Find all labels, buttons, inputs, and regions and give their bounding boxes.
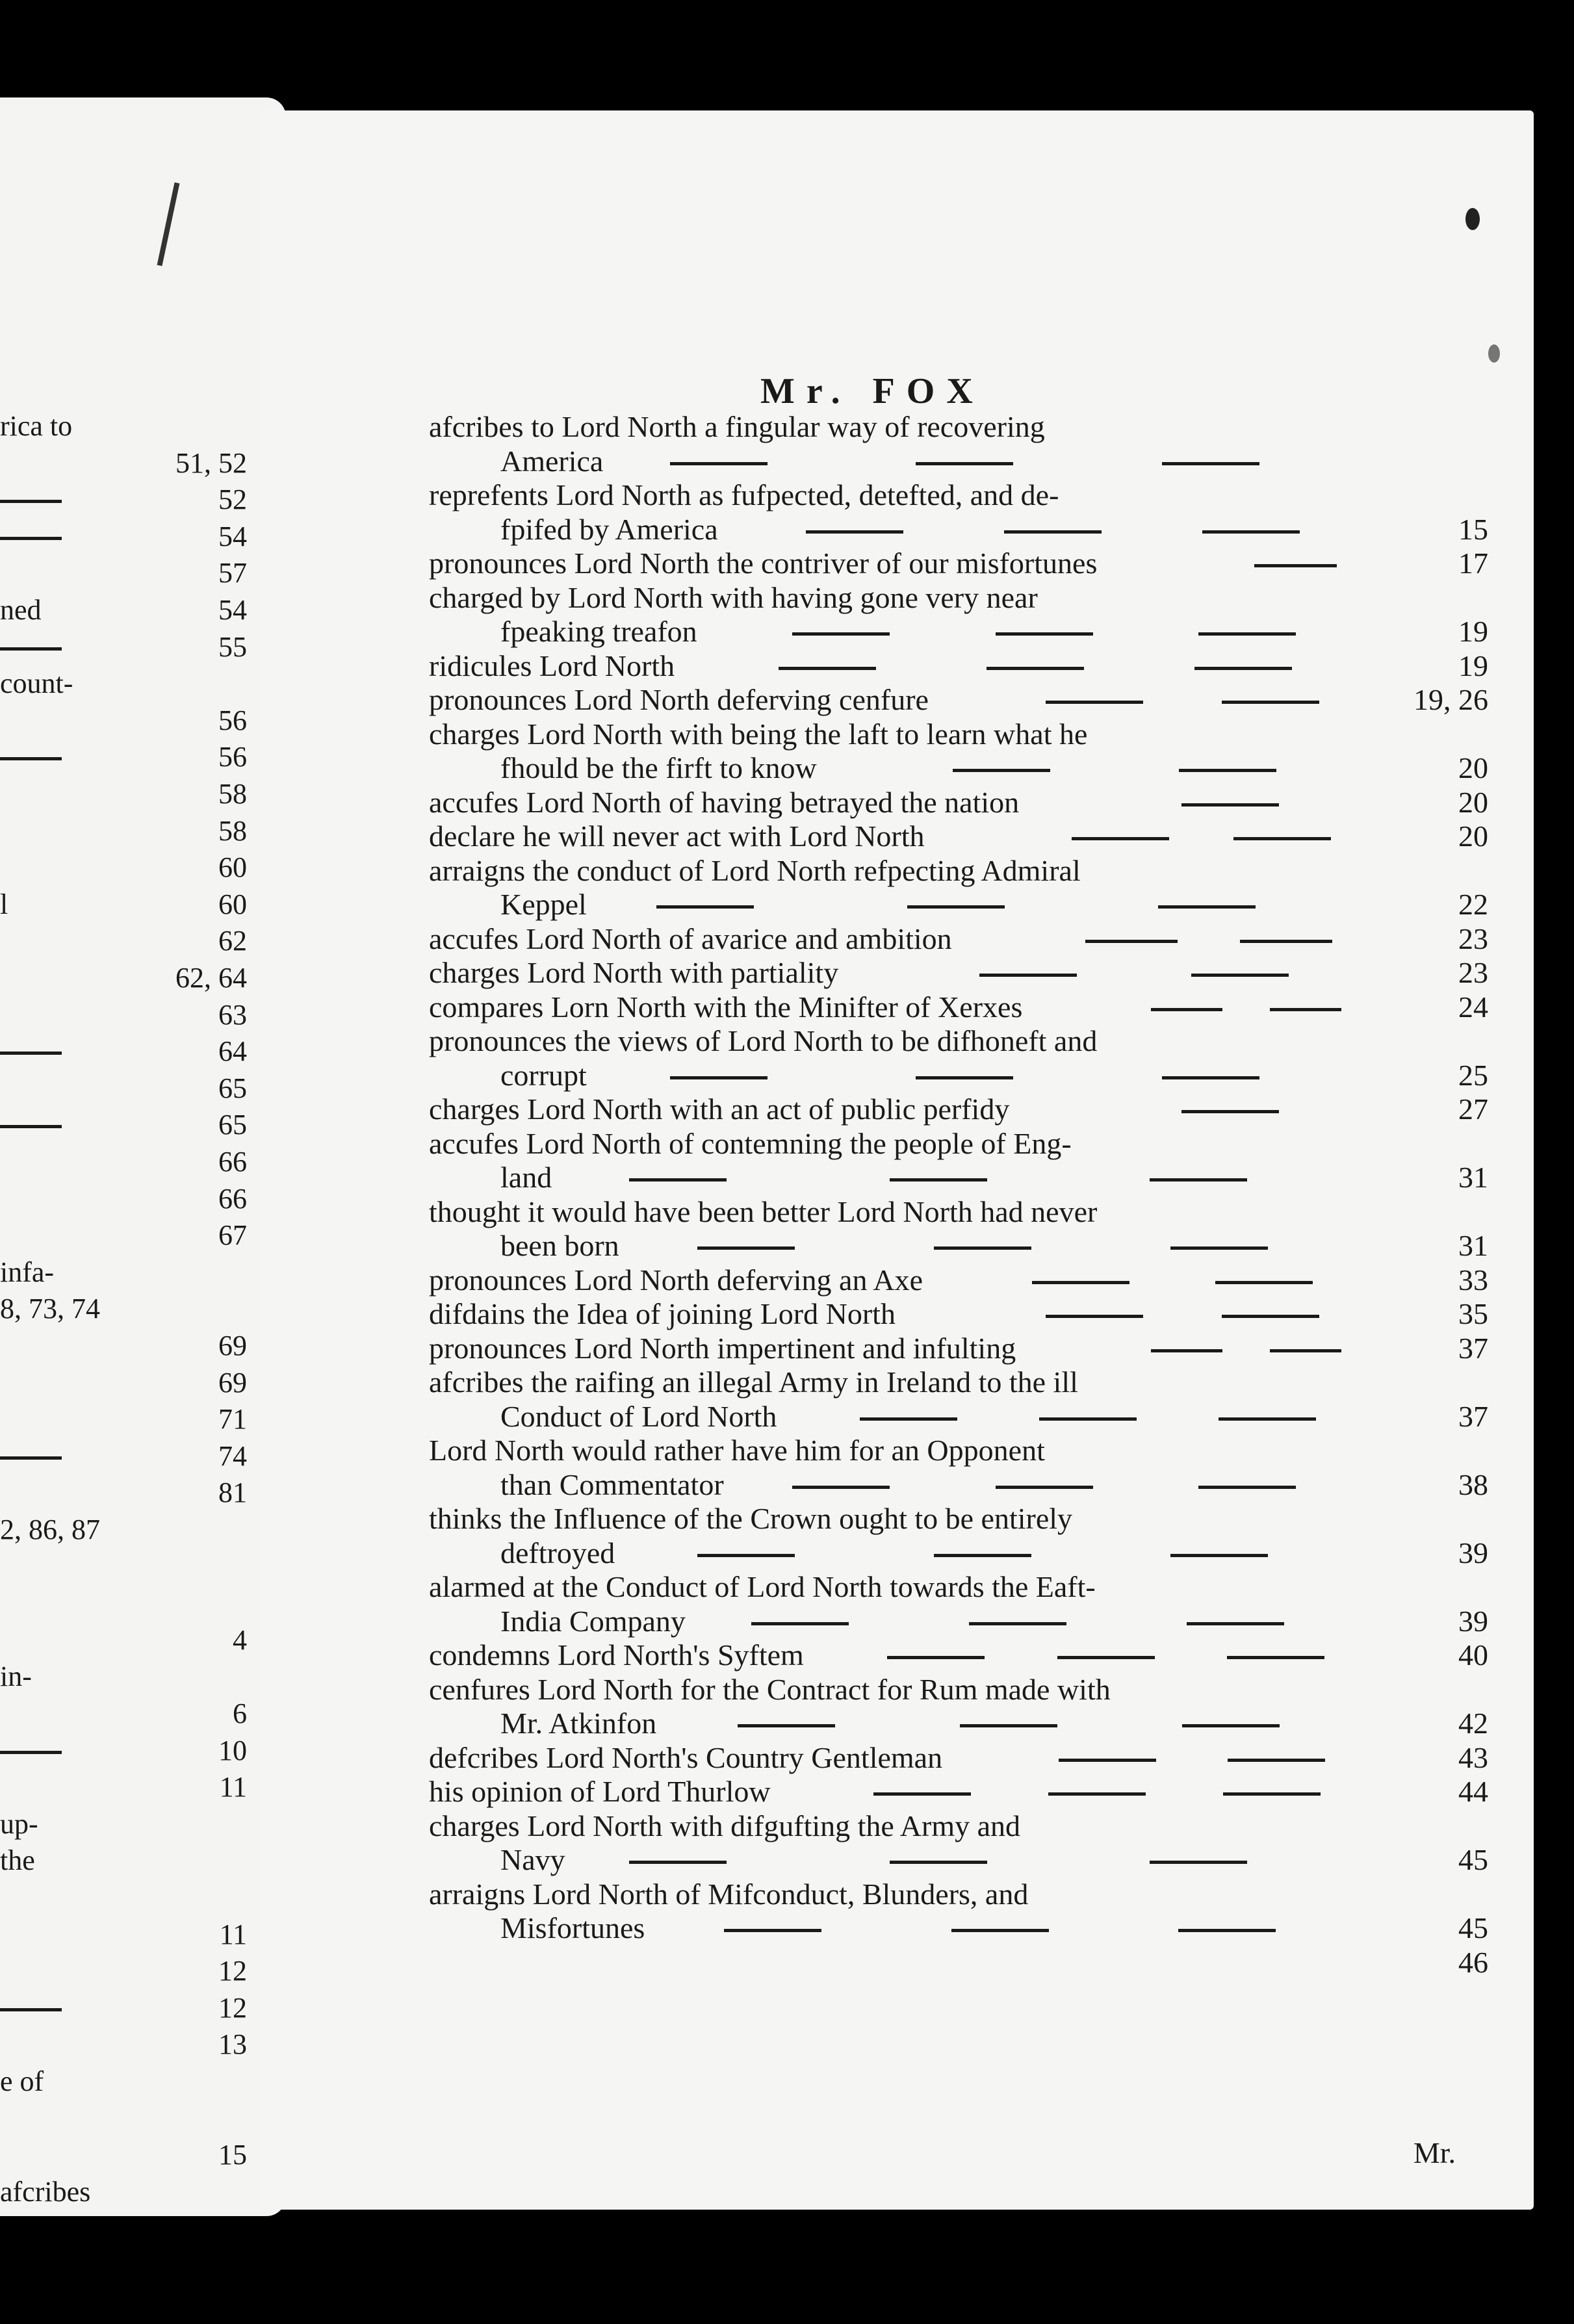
fragment-page-number: 55 (218, 630, 247, 663)
dash-rule (792, 632, 890, 636)
left-page-fragment (0, 1402, 286, 1441)
dash-rule (860, 1417, 957, 1421)
entry-page-number: 25 (1458, 1058, 1488, 1092)
fragment-page-number: 54 (218, 520, 247, 552)
left-page-fragment (0, 1844, 286, 1883)
index-entry (429, 955, 1488, 990)
left-page-fragment (0, 556, 286, 595)
dash-rule (960, 1724, 1057, 1727)
dash-rule (0, 1456, 62, 1460)
dash-rule (1150, 1178, 1247, 1181)
entry-text: reprefents Lord North as fufpected, detefted, and de- (429, 478, 1059, 511)
dash-rule (1228, 1759, 1325, 1762)
left-page-fragment (0, 1256, 286, 1295)
index-entry (429, 1297, 1488, 1331)
dash-rule (1178, 1929, 1276, 1932)
entry-page-number: 19 (1458, 649, 1488, 682)
left-page-fragment (0, 1623, 286, 1662)
fragment-page-number: 58 (218, 778, 247, 810)
fragment-text: ned (0, 594, 42, 626)
left-page-fragment (0, 1954, 286, 1993)
dash-rule (1223, 1792, 1321, 1796)
index-entry (429, 853, 1488, 922)
left-page-fragment (0, 1145, 286, 1184)
fragment-text: count- (0, 667, 73, 700)
entry-continuation: corrupt (500, 1058, 587, 1092)
index-entry (429, 1263, 1488, 1297)
entry-page-number: 20 (1458, 820, 1488, 853)
dash-rule (0, 757, 62, 760)
entry-page-number: 27 (1458, 1092, 1488, 1126)
entry-page-number: 19 (1458, 615, 1488, 648)
fragment-page-number: 69 (218, 1330, 247, 1362)
entry-text: alarmed at the Conduct of Lord North towards the Eaft- (429, 1570, 1096, 1603)
index-entry (429, 1740, 1488, 1775)
dash-rule (890, 1861, 987, 1864)
left-page-fragment (0, 2065, 286, 2104)
index-entry (429, 1433, 1488, 1501)
entry-text: charged by Lord North with having gone very near (429, 580, 1038, 614)
dash-rule (1219, 1417, 1316, 1421)
left-page-fragment (0, 777, 286, 816)
entry-text: compares Lorn North with the Minifter of Xerxes (429, 990, 1023, 1024)
left-page-fragment (0, 851, 286, 890)
fragment-page-number: 65 (218, 1072, 247, 1104)
dash-rule (951, 1929, 1049, 1932)
dash-rule (969, 1622, 1066, 1625)
entry-text: arraigns the conduct of Lord North refpecting Admiral (429, 853, 1081, 887)
index-entry (429, 1809, 1488, 1877)
entry-text: charges Lord North with partiality (429, 956, 839, 989)
index-entry (429, 1126, 1488, 1194)
dash-rule (1202, 530, 1300, 534)
entry-continuation: Keppel (500, 888, 587, 921)
dash-rule (1233, 837, 1330, 840)
dash-rule (1048, 1792, 1146, 1796)
dash-rule (1182, 1724, 1280, 1727)
dash-rule (934, 1554, 1031, 1557)
dash-rule (0, 500, 62, 503)
fragment-page-number: 57 (218, 557, 247, 589)
dash-rule (0, 647, 62, 651)
fragment-text: 8, 73, 74 (0, 1293, 100, 1325)
left-page-fragment (0, 667, 286, 706)
dash-rule (1270, 1349, 1341, 1352)
dash-rule (656, 905, 754, 909)
dash-rule (1227, 1656, 1324, 1659)
left-page-fragment (0, 520, 286, 559)
entry-page-number: 15 (1458, 512, 1488, 546)
dash-rule (1150, 1861, 1247, 1864)
dash-rule (1254, 564, 1337, 567)
index-entry (429, 1024, 1488, 1092)
index-entry (429, 1501, 1488, 1569)
left-page-fragment (0, 2102, 286, 2141)
entry-continuation: fhould be the firft to know (500, 751, 817, 784)
dash-rule (779, 667, 876, 670)
dash-rule (0, 537, 62, 540)
fragment-page-number: 12 (218, 1955, 247, 1987)
fragment-page-number: 71 (218, 1403, 247, 1436)
left-page-fragment (0, 593, 286, 632)
dash-rule (979, 974, 1077, 977)
left-page-fragment (0, 1182, 286, 1221)
entry-page-number: 39 (1458, 1604, 1488, 1638)
fragment-page-number: 62 (218, 925, 247, 957)
entry-page-number: 46 (1458, 1945, 1488, 1979)
entry-page-number: 35 (1458, 1297, 1488, 1330)
left-page-fragment (0, 924, 286, 963)
entry-page-number: 38 (1458, 1467, 1488, 1501)
left-page-fragment (0, 1440, 286, 1478)
entry-page-number: 31 (1458, 1161, 1488, 1194)
fragment-text: up- (0, 1807, 38, 1840)
ink-spot (1465, 208, 1480, 230)
fragment-text: the (0, 1844, 35, 1877)
index-entry (429, 1092, 1488, 1126)
entry-text: pronounces the views of Lord North to be difhoneft and (429, 1024, 1098, 1057)
entry-continuation: India Company (500, 1604, 686, 1638)
left-page-fragment (0, 483, 286, 522)
dash-rule (1162, 1076, 1259, 1079)
dash-rule (629, 1178, 727, 1181)
entry-page-number: 40 (1458, 1638, 1488, 1672)
fragment-page-number: 51, 52 (175, 446, 247, 479)
index-entry (429, 409, 1488, 478)
left-page-fragment (0, 1550, 286, 1589)
left-page-fragment (0, 704, 286, 743)
dash-rule (1046, 1315, 1143, 1318)
fragment-page-number: 74 (218, 1440, 247, 1472)
dash-rule (953, 769, 1050, 772)
fragment-page-number: 66 (218, 1182, 247, 1215)
entry-continuation: Conduct of Lord North (500, 1399, 777, 1433)
entry-page-number: 37 (1458, 1399, 1488, 1433)
left-page-fragment (0, 1292, 286, 1331)
fragment-text: rica to (0, 410, 73, 442)
page-header: Mr. FOX (760, 371, 985, 411)
entry-page-number: 39 (1458, 1536, 1488, 1569)
fragment-page-number: 4 (233, 1623, 247, 1656)
fragment-page-number: 11 (219, 1771, 247, 1803)
entry-text: accufes Lord North of having betrayed the nation (429, 785, 1020, 819)
index-entry (429, 785, 1488, 820)
entry-page-number: 17 (1458, 547, 1488, 580)
dash-rule (1222, 1315, 1319, 1318)
fragment-page-number: 11 (219, 1918, 247, 1950)
left-page-fragment (0, 2138, 286, 2177)
dash-rule (1222, 701, 1319, 704)
fragment-page-number: 62, 64 (175, 962, 247, 994)
index-entry (429, 1365, 1488, 1433)
left-page-fragment (0, 998, 286, 1037)
fragment-page-number: 64 (218, 1035, 247, 1068)
dash-rule (1059, 1759, 1156, 1762)
entry-continuation: fpeaking treafon (500, 615, 697, 648)
dash-rule (1046, 701, 1143, 704)
entry-page-number: 19, 26 (1413, 683, 1488, 716)
fragment-page-number: 52 (218, 484, 247, 516)
index-entry (429, 819, 1488, 853)
dash-rule (1072, 837, 1168, 840)
dash-rule (1162, 462, 1259, 465)
index-entry (429, 478, 1488, 546)
index-entry (429, 649, 1488, 683)
left-page-fragment (0, 1586, 286, 1625)
entry-page-number: 42 (1458, 1707, 1488, 1740)
dash-rule (907, 905, 1005, 909)
left-page-fragment (0, 961, 286, 1000)
fragment-page-number: 67 (218, 1219, 247, 1252)
entry-continuation: land (500, 1161, 552, 1194)
left-page-fragment (0, 1991, 286, 2030)
entry-page-number: 22 (1458, 888, 1488, 921)
fragment-page-number: 54 (218, 594, 247, 626)
dash-rule (1158, 905, 1256, 909)
entry-text: difdains the Idea of joining Lord North (429, 1297, 896, 1330)
left-page-fragment (0, 1329, 286, 1368)
entry-continuation: Misfortunes (500, 1911, 645, 1944)
dash-rule (916, 1076, 1013, 1079)
dash-rule (1032, 1281, 1129, 1284)
entry-page-number: 20 (1458, 785, 1488, 819)
entry-text: arraigns Lord North of Mifconduct, Blunders, and (429, 1877, 1029, 1911)
dash-rule (1198, 1486, 1296, 1489)
fragment-page-number: 60 (218, 851, 247, 884)
entry-text: condemns Lord North's Syftem (429, 1638, 804, 1672)
fragment-page-number: 13 (218, 2028, 247, 2061)
index-entries (429, 409, 1488, 2138)
index-entry (429, 922, 1488, 956)
index-entry (429, 1774, 1488, 1809)
dash-rule (1194, 667, 1292, 670)
index-entry (429, 1194, 1488, 1263)
dash-rule (697, 1246, 795, 1250)
index-entry (429, 717, 1488, 785)
entry-page-number: 31 (1458, 1229, 1488, 1262)
dash-rule (806, 530, 903, 534)
index-entry (429, 1569, 1488, 1638)
dash-rule (1170, 1246, 1268, 1250)
left-page-fragment (0, 1108, 286, 1147)
index-entry (429, 580, 1488, 649)
fragment-page-number: 63 (218, 998, 247, 1031)
left-page-fragment (0, 1734, 286, 1773)
dash-rule (1170, 1554, 1268, 1557)
dash-rule (1151, 1349, 1222, 1352)
entry-text: charges Lord North with an act of public perfidy (429, 1092, 1010, 1126)
entry-text: thought it would have been better Lord North had never (429, 1194, 1098, 1228)
entry-page-number: 33 (1458, 1263, 1488, 1297)
catchword: Mr. (1413, 2136, 1456, 2169)
dash-rule (1191, 974, 1289, 977)
fragment-page-number: 65 (218, 1109, 247, 1141)
left-page-fragment (0, 2175, 286, 2214)
entry-text: pronounces Lord North impertinent and infulting (429, 1331, 1016, 1365)
entry-text: afcribes the raifing an illegal Army in Ireland to the ill (429, 1365, 1078, 1399)
left-page-fragment (0, 2028, 286, 2067)
left-page-fragment (0, 1366, 286, 1405)
dash-rule (1187, 1622, 1284, 1625)
dash-rule (1057, 1656, 1155, 1659)
entry-continuation: fpifed by America (500, 512, 718, 546)
fragment-page-number: 66 (218, 1146, 247, 1178)
entry-continuation: than Commentator (500, 1467, 724, 1501)
fragment-page-number: 15 (218, 2139, 247, 2171)
entry-text: accufes Lord North of contemning the people of Eng- (429, 1126, 1072, 1160)
entry-text: cenfures Lord North for the Contract for Rum made with (429, 1672, 1111, 1706)
entry-page-number: 37 (1458, 1331, 1488, 1365)
dash-rule (670, 462, 768, 465)
index-entry (429, 682, 1488, 717)
index-entry (429, 1331, 1488, 1365)
left-page-fragment (0, 1807, 286, 1846)
dash-rule (670, 1076, 768, 1079)
right-page (260, 110, 1534, 2210)
fragment-page-number: 6 (233, 1698, 247, 1729)
dash-rule (792, 1486, 890, 1489)
fragment-page-number: 56 (218, 704, 247, 736)
fragment-page-number: 69 (218, 1366, 247, 1399)
entry-text: ridicules Lord North (429, 649, 675, 682)
entry-text: accufes Lord North of avarice and ambition (429, 922, 952, 955)
dash-rule (1085, 940, 1178, 943)
dash-rule (987, 667, 1084, 670)
left-page-fragment (0, 740, 286, 779)
entry-continuation: been born (500, 1229, 619, 1262)
entry-continuation: Mr. Atkinfon (500, 1707, 657, 1740)
dash-rule (1181, 803, 1279, 807)
dash-rule (1198, 632, 1296, 636)
entry-text: defcribes Lord North's Country Gentleman (429, 1740, 943, 1774)
entry-text: declare he will never act with Lord North (429, 820, 925, 853)
entry-text: his opinion of Lord Thurlow (429, 1775, 771, 1808)
dash-rule (1179, 769, 1276, 772)
fragment-page-number: 60 (218, 888, 247, 920)
left-page-fragment (0, 1072, 286, 1111)
fragment-text: in- (0, 1660, 32, 1693)
ink-spot (1488, 344, 1500, 363)
entry-page-number: 23 (1458, 922, 1488, 955)
entry-page-number: 43 (1458, 1740, 1488, 1774)
fragment-page-number: 56 (218, 741, 247, 773)
fragment-text: infa- (0, 1256, 55, 1288)
dash-rule (1039, 1417, 1137, 1421)
entry-text: charges Lord North with difgufting the Army and (429, 1809, 1021, 1842)
fragment-page-number: 58 (218, 814, 247, 847)
entry-text: charges Lord North with being the laft to learn what he (429, 717, 1088, 751)
dash-rule (0, 1052, 62, 1055)
dash-rule (1270, 1008, 1341, 1011)
dash-rule (1151, 1008, 1222, 1011)
entry-text: thinks the Influence of the Crown ought to be entirely (429, 1502, 1073, 1535)
dash-rule (0, 1751, 62, 1754)
left-page-fragment (0, 1660, 286, 1699)
fragment-page-number: 10 (218, 1734, 247, 1766)
fragment-text: l (0, 888, 8, 920)
left-page-fragment (0, 1770, 286, 1809)
dash-rule (0, 1125, 62, 1128)
dash-rule (724, 1929, 821, 1932)
left-page-fragment (0, 1035, 286, 1074)
left-page-fragment (0, 409, 286, 448)
left-page (0, 97, 286, 2216)
entry-text: pronounces Lord North deferving cenfure (429, 683, 929, 716)
fragment-text: 2, 86, 87 (0, 1514, 100, 1545)
entry-text: Lord North would rather have him for an Opponent (429, 1434, 1045, 1467)
left-page-fragment (0, 630, 286, 669)
left-page-fragment (0, 888, 286, 927)
index-entry (429, 1877, 1488, 1945)
left-page-fragment (0, 1918, 286, 1957)
index-entry (429, 1945, 1488, 1980)
entry-page-number: 23 (1458, 956, 1488, 989)
fragment-text: afcribes (0, 2175, 91, 2208)
dash-rule (1004, 530, 1102, 534)
entry-continuation: deftroyed (500, 1536, 615, 1569)
entry-page-number: 24 (1458, 990, 1488, 1024)
dash-rule (996, 632, 1093, 636)
entry-page-number: 44 (1458, 1775, 1488, 1808)
left-page-fragment (0, 1513, 286, 1552)
dash-rule (916, 462, 1013, 465)
left-page-fragment (0, 1219, 286, 1258)
entry-page-number: 45 (1458, 1843, 1488, 1876)
fragment-text: e of (0, 2065, 44, 2097)
dash-rule (738, 1724, 835, 1727)
index-entry (429, 990, 1488, 1024)
entry-page-number: 45 (1458, 1911, 1488, 1944)
entry-continuation: America (500, 444, 604, 478)
dash-rule (934, 1246, 1031, 1250)
dash-rule (1215, 1281, 1313, 1284)
ink-mark (157, 183, 180, 266)
index-entry (429, 1672, 1488, 1740)
dash-rule (887, 1656, 985, 1659)
left-page-fragment (0, 1881, 286, 1920)
left-page-fragment (0, 814, 286, 853)
dash-rule (0, 2008, 62, 2011)
dash-rule (890, 1178, 987, 1181)
entry-text: afcribes to Lord North a fingular way of recovering (429, 410, 1045, 443)
left-page-fragment (0, 1476, 286, 1515)
fragment-page-number: 12 (218, 1991, 247, 2024)
left-page-fragment (0, 446, 286, 485)
dash-rule (996, 1486, 1093, 1489)
dash-rule (629, 1861, 727, 1864)
index-entry (429, 546, 1488, 580)
dash-rule (697, 1554, 795, 1557)
dash-rule (1240, 940, 1333, 943)
dash-rule (751, 1622, 849, 1625)
entry-text: pronounces Lord North the contriver of our misfortunes (429, 547, 1098, 580)
entry-text: pronounces Lord North deferving an Axe (429, 1263, 923, 1297)
dash-rule (873, 1792, 971, 1796)
dash-rule (1181, 1110, 1279, 1113)
entry-page-number: 20 (1458, 751, 1488, 784)
fragment-page-number: 81 (218, 1477, 247, 1509)
left-page-fragment (0, 1697, 286, 1736)
entry-continuation: Navy (500, 1843, 565, 1876)
index-entry (429, 1638, 1488, 1672)
